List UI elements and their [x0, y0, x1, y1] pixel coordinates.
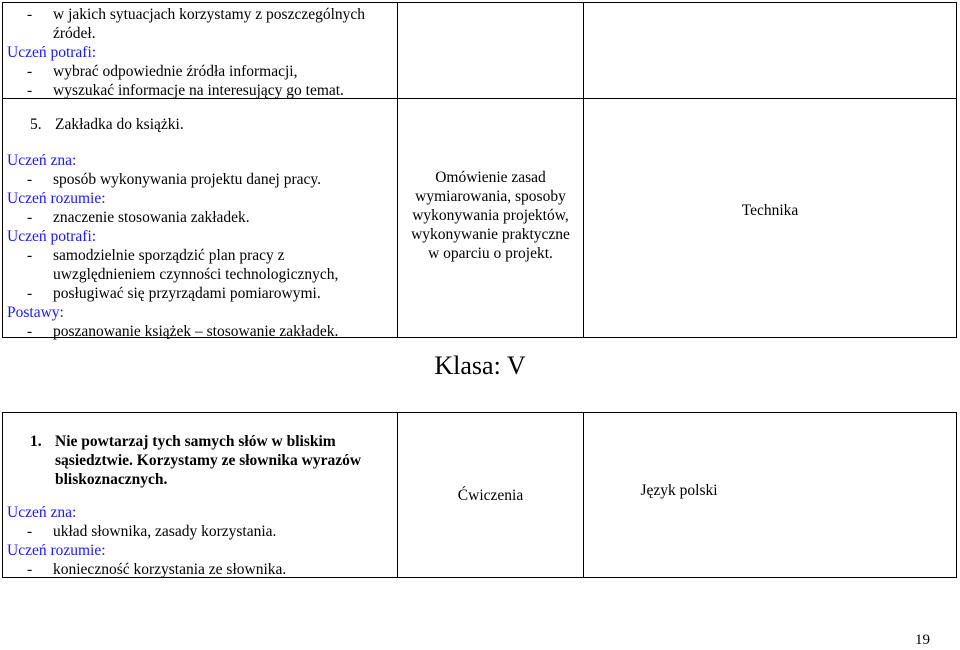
table1-col-divider-2 [583, 2, 584, 338]
list-item: - konieczność korzystania ze słownika. [27, 561, 287, 578]
list-item: - wybrać odpowiednie źródła informacji, [27, 63, 298, 80]
section-label-rozumie: Uczeń rozumie: [7, 542, 106, 559]
lesson-heading: 1. Nie powtarzaj tych samych słów w bliskim [30, 433, 336, 450]
table1-row2-method: Omówienie zasad wymiarowania, sposoby wykonywania projektów, wykonywanie praktyczne w oparciu o projekt. [411, 169, 570, 262]
list-item: - układ słownika, zasady korzystania. [27, 523, 277, 540]
list-item: - wyszukać informacje na interesujący go temat. [27, 82, 344, 99]
table2-row1-content: 1. Nie powtarzaj tych samych słów w bliskim sąsiedztwie. Korzystamy ze słownika wyrazów bliskoznacznych. Uczeń zna: - układ słownika, zasady korzystania. Uczeń rozumie: - konieczność korzystania ze słownika. [7, 432, 395, 579]
section-label-zna: Uczeń zna: [7, 152, 77, 169]
section-label-potrafi: Uczeń potrafi: [7, 228, 97, 245]
table2-top-border [2, 412, 957, 413]
table2-right-border [956, 412, 957, 578]
table1-row1-content [7, 5, 395, 100]
table1-top-border [2, 2, 957, 3]
table2-row1-subject: Język polski [640, 482, 718, 499]
list-item: - samodzielnie sporządzić plan pracy z [27, 247, 285, 264]
lesson-heading: 5. Zakładka do książki. [30, 116, 184, 133]
list-item: - sposób wykonywania projektu danej pracy. [27, 171, 322, 188]
section-label-rozumie: Uczeń rozumie: [7, 190, 106, 207]
list-item: uwzględnieniem czynności technologicznych, [53, 266, 339, 283]
class-heading: Klasa: V [434, 351, 526, 380]
table2-left-border [2, 412, 3, 578]
list-item: - poszanowanie książek – stosowanie zakładek. [27, 323, 339, 340]
list-item: - w jakich sytuacjach korzystamy z poszczególnych [27, 6, 366, 23]
table1-left-border [2, 2, 3, 338]
table2-row1-method: Ćwiczenia [457, 487, 524, 504]
list-item: źródeł. [53, 25, 96, 42]
section-label-potrafi: Uczeń potrafi: [7, 44, 97, 61]
section-label-postawy: Postawy: [7, 304, 64, 321]
list-item: - znaczenie stosowania zakładek. [27, 209, 250, 226]
table1-row2-subject: Technika [741, 202, 799, 219]
page-number: 19 [915, 632, 930, 648]
list-item: - posługiwać się przyrządami pomiarowymi. [27, 285, 321, 302]
section-label-zna: Uczeń zna: [7, 504, 77, 521]
table1-right-border [956, 2, 957, 338]
table1-row2-content [7, 115, 395, 341]
